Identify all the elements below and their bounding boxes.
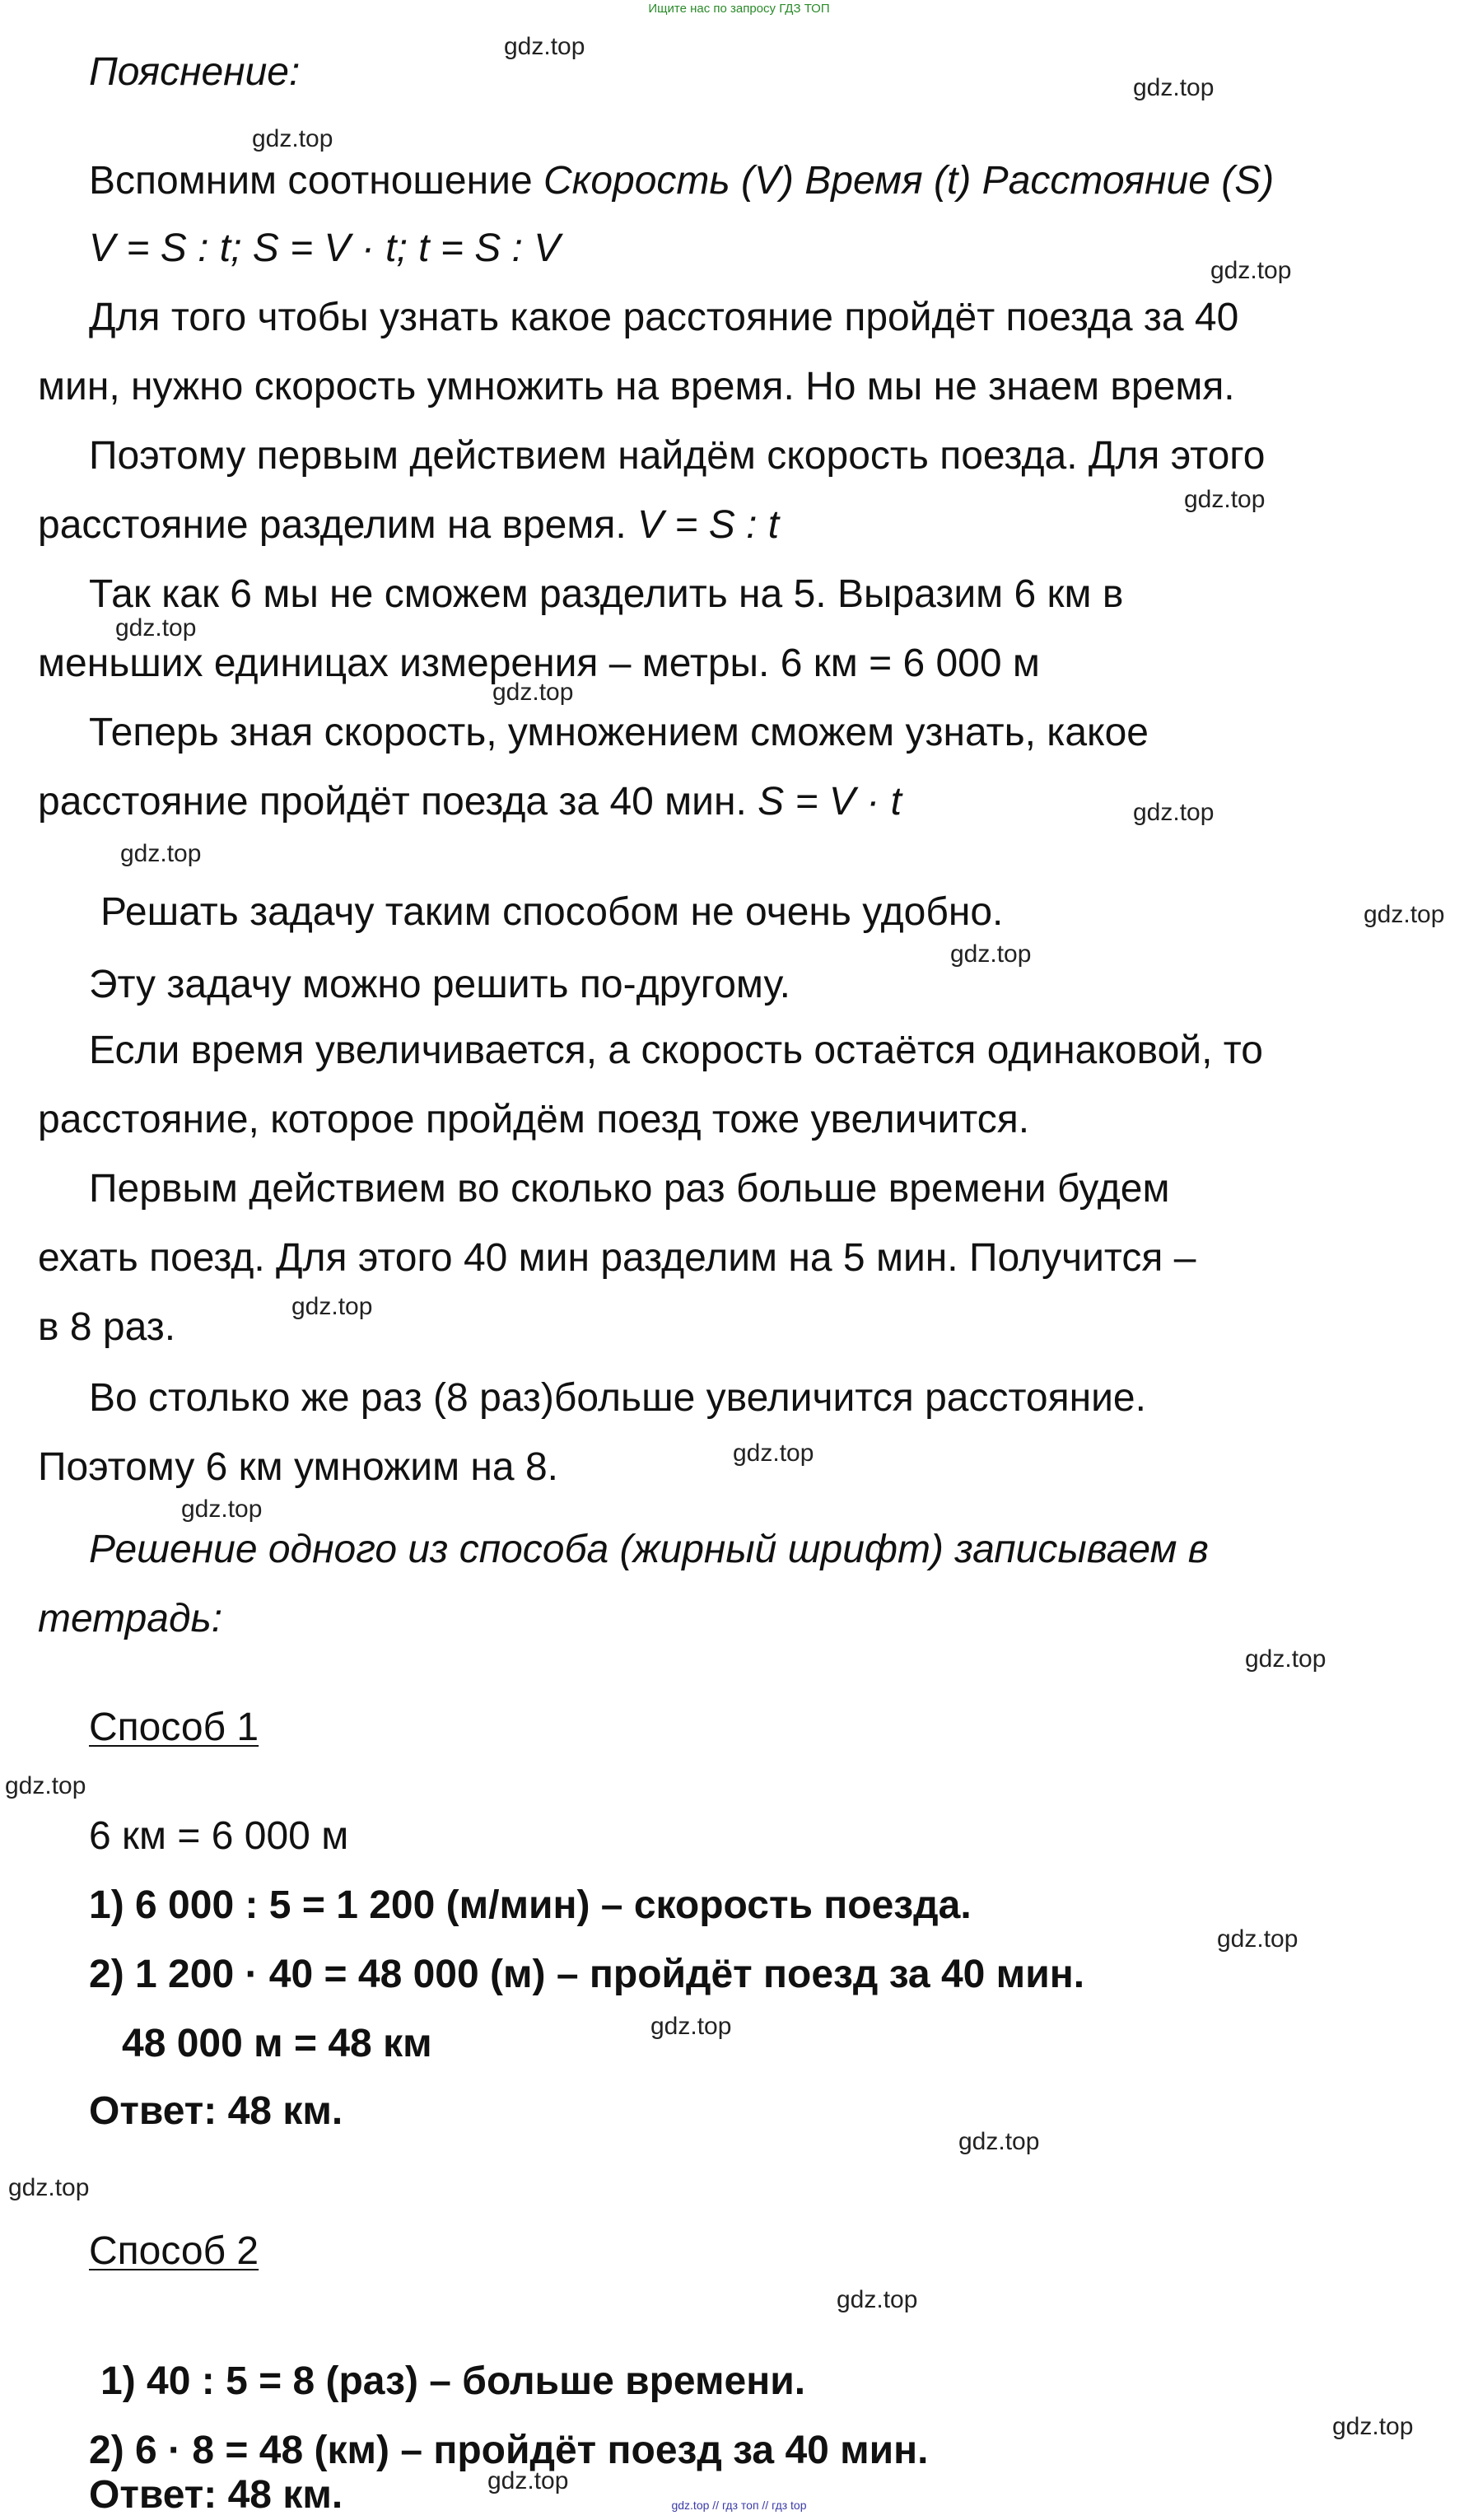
relation-intro: Вспомним соотношение [89,159,543,203]
explanation-line-19: Поэтому 6 км умножим на 8. [38,1445,558,1489]
watermark: gdz.top [958,2128,1040,2155]
method-1-step-2: 2) 1 200 · 40 = 48 000 (м) – пройдёт поезд за 40 мин. [89,1953,1085,1996]
explanation-line-10 [38,777,902,827]
watermark: gdz.top [837,2286,918,2313]
method-2-step-2: 2) 6 · 8 = 48 (км) – пройдёт поезд за 40 мин. [89,2429,929,2472]
explanation-line-16: ехать поезд. Для этого 40 мин разделим на 5 мин. Получится – [38,1236,1196,1280]
explanation-line-11: Решать задачу таким способом не очень удобно. [100,890,1004,934]
watermark: gdz.top [487,2467,569,2494]
watermark: gdz.top [1364,901,1445,928]
explanation-line-4: мин, нужно скорость умножить на время. Но мы не знаем время. [38,365,1235,408]
distance-text: расстояние пройдёт поезда за 40 мин. [38,780,758,824]
top-banner: Ищите нас по запросу ГДЗ ТОП [648,2,830,16]
watermark: gdz.top [181,1496,263,1523]
watermark: gdz.top [120,840,202,867]
explanation-line-3: Для того чтобы узнать какое расстояние пройдёт поезда за 40 [89,296,1239,339]
explanation-line-8: меньших единицах измерения – метры. 6 км = 6 000 м [38,642,1040,685]
speed-formula: V = S : t [637,503,780,547]
watermark: gdz.top [1245,1645,1326,1673]
explanation-line-1 [89,156,1274,206]
explanation-line-6 [38,501,779,550]
watermark: gdz.top [1332,2413,1414,2440]
watermark: gdz.top [1210,257,1292,284]
watermark: gdz.top [650,2013,732,2040]
watermark: gdz.top [733,1440,814,1467]
watermark: gdz.top [291,1293,373,1320]
bottom-banner: gdz.top // гдз топ // гдз top [671,2499,807,2512]
method-1-answer: Ответ: 48 км. [89,2089,343,2133]
explanation-line-18: Во столько же раз (8 раз)больше увеличится расстояние. [89,1376,1146,1420]
explanation-heading: Пояснение: [89,50,301,94]
relation-terms: Скорость (V) Время (t) Расстояние (S) [543,159,1275,203]
explanation-line-9: Теперь зная скорость, умножением сможем узнать, какое [89,711,1149,754]
method-2-title: Способ 2 [89,2229,259,2273]
watermark: gdz.top [1184,486,1266,513]
watermark: gdz.top [8,2174,90,2201]
distance-formula: S = V · t [758,780,902,824]
method-2-step-1: 1) 40 : 5 = 8 (раз) – больше времени. [100,2359,806,2403]
explanation-line-21: тетрадь: [38,1597,223,1640]
watermark: gdz.top [504,33,585,60]
method-1-step-3: 48 000 м = 48 км [122,2022,432,2065]
explanation-line-17: в 8 раз. [38,1305,176,1349]
watermark: gdz.top [950,940,1032,968]
explanation-line-13: Если время увеличивается, а скорость остаётся одинаковой, то [89,1029,1263,1072]
watermark: gdz.top [252,125,333,152]
divide-distance-text: расстояние разделим на время. [38,503,638,547]
explanation-line-7: Так как 6 мы не сможем разделить на 5. Выразим 6 км в [89,572,1124,616]
method-2-answer: Ответ: 48 км. [89,2473,343,2517]
explanation-line-20: Решение одного из способа (жирный шрифт) записываем в [89,1528,1209,1571]
watermark: gdz.top [1217,1925,1298,1953]
method-1-step-1: 1) 6 000 : 5 = 1 200 (м/мин) – скорость поезда. [89,1883,972,1927]
watermark: gdz.top [115,614,197,642]
explanation-line-12: Эту задачу можно решить по-другому. [89,963,790,1006]
method-1-title: Способ 1 [89,1706,259,1749]
watermark: gdz.top [5,1772,86,1799]
formulas-line: V = S : t; S = V · t; t = S : V [89,226,561,270]
watermark: gdz.top [492,679,574,706]
explanation-line-5: Поэтому первым действием найдём скорость поезда. Для этого [89,434,1266,478]
watermark: gdz.top [1133,799,1215,826]
explanation-line-14: расстояние, которое пройдём поезд тоже увеличится. [38,1098,1030,1141]
method-1-conversion: 6 км = 6 000 м [89,1814,349,1858]
explanation-line-15: Первым действием во сколько раз больше времени будем [89,1167,1170,1211]
watermark: gdz.top [1133,74,1215,101]
